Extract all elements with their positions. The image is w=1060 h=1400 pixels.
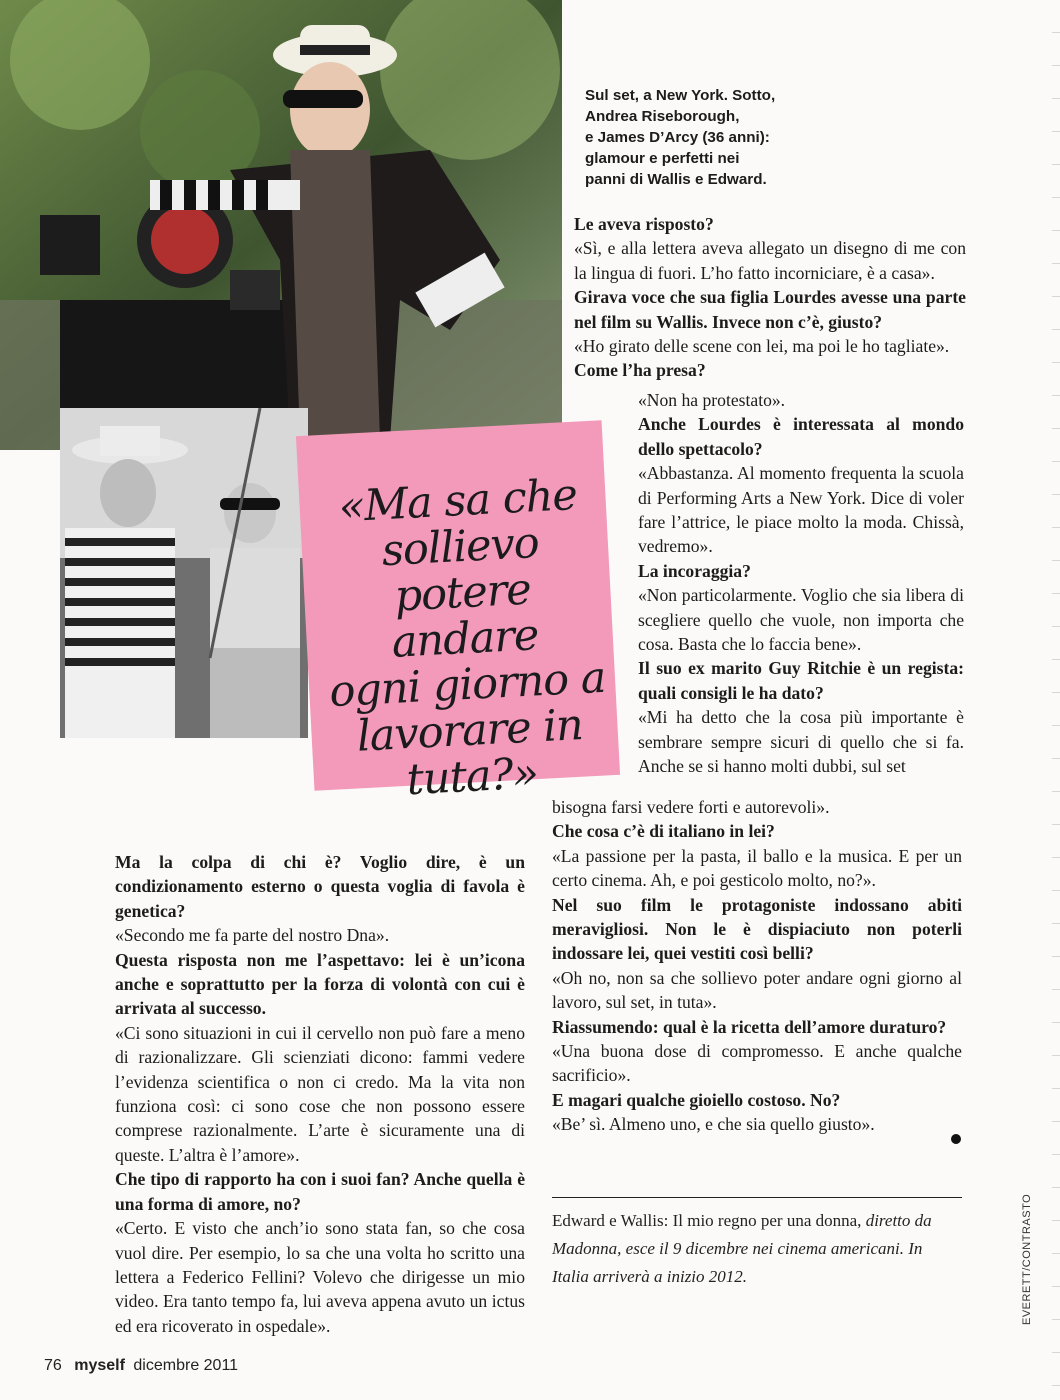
interview-answer: «Mi ha detto che la cosa più importante è sembrare sempre sicuri di quello che si fa. Anche se si hanno molti dubbi, sul set — [638, 707, 964, 777]
interview-question: Ma la colpa di chi è? Voglio dire, è un condizionamento esterno o questa voglia di favola è genetica? — [115, 852, 525, 921]
pull-quote-line: lavorare in — [355, 699, 584, 762]
photo-caption — [585, 85, 800, 190]
page-number: 76 — [44, 1357, 62, 1374]
film-note — [552, 1207, 952, 1291]
film-note-details: diretto da Madonna, esce il 9 dicembre nei cinema americani. In Italia arriverà a inizio 2012. — [552, 1211, 932, 1286]
pull-quote-line: potere andare — [390, 564, 540, 668]
bw-photo — [60, 408, 308, 738]
interview-question: Come l’ha presa? — [574, 360, 706, 381]
issue-date: dicembre 2011 — [133, 1357, 239, 1374]
interview-question: Questa risposta non me l’aspettavo: lei è un’icona anche e soprattutto per la forza di volontà con cui è arrivata al successo. — [115, 949, 525, 1019]
interview-answer: «Oh no, non sa che sollievo poter andare ogni giorno al lavoro, sul set, in tuta». — [552, 967, 962, 1013]
interview-answer: «Sì, e alla lettera aveva allegato un disegno di me con la lingua di fuori. L’ho fatto incorniciare, è a casa». — [574, 238, 966, 283]
edge-ticks — [1052, 0, 1060, 1400]
interview-answer: bisogna farsi vedere forti e autorevoli». — [552, 797, 830, 817]
interview-question: E magari qualche gioiello costoso. No? — [552, 1089, 841, 1110]
pull-quote-line: «Ma sa che — [337, 469, 579, 533]
interview-column-right-top — [574, 212, 966, 383]
page-footer — [44, 1357, 238, 1375]
interview-question: Girava voce che sua figlia Lourdes avesse una parte nel film su Wallis. Invece non c’è, giusto? — [574, 287, 966, 332]
interview-column-left — [115, 850, 525, 1338]
end-bullet — [951, 1134, 961, 1144]
caption-line: Andrea Riseborough, — [585, 108, 740, 125]
interview-answer: «Abbastanza. Al momento frequenta la scuola di Performing Arts a New York. Dice di voler fare l’attrice, le piace molto la moda. Chissà, vedremo». — [638, 463, 964, 557]
pull-quote — [312, 471, 618, 808]
interview-question: La incoraggia? — [638, 560, 751, 581]
interview-question: Che tipo di rapporto ha con i suoi fan? Anche quella è una forma di amore, no? — [115, 1169, 525, 1214]
interview-question: Le aveva risposto? — [574, 214, 714, 234]
interview-answer: «Non ha protestato». — [638, 390, 786, 410]
main-photo — [0, 0, 562, 450]
interview-column-right-middle — [638, 388, 964, 779]
interview-answer: «Be’ sì. Almeno uno, e che sia quello giusto». — [552, 1114, 875, 1135]
interview-answer: «Ho girato delle scene con lei, ma poi le ho tagliate». — [574, 336, 950, 357]
pull-quote-line: sollievo — [380, 518, 540, 577]
interview-question: Che cosa c’è di italiano in lei? — [552, 821, 775, 842]
divider-rule — [552, 1197, 962, 1198]
caption-line: Sul set, a New York. Sotto, — [585, 87, 776, 104]
interview-answer: «Una buona dose di compromesso. E anche qualche sacrificio». — [552, 1041, 962, 1086]
interview-answer: «Non particolarmente. Voglio che sia libera di scegliere quello che vuole, non importa che cosa. Basta che lo faccia bene». — [638, 585, 964, 655]
interview-answer: «Secondo me fa parte del nostro Dna». — [115, 925, 390, 946]
interview-question: Riassumendo: qual è la ricetta dell’amore duraturo? — [552, 1016, 947, 1037]
interview-column-right-bottom — [552, 795, 962, 1137]
interview-answer: «La passione per la pasta, il ballo e la musica. E per un certo cinema. Ah, e poi gesticolo molto, no?». — [552, 845, 962, 891]
interview-answer: «Certo. E visto che anch’io sono stata fan, so che cosa vuol dire. Per esempio, lo sa che una volta ho scritto una lettera a Federico Fellini? Volevo che dirigesse un mio video. Era tanto tempo fa, lui aveva appena avuto un ictus ed era ricoverato in ospedale». — [115, 1218, 525, 1336]
interview-question: Nel suo film le protagoniste indossano abiti meravigliosi. Non le è dispiaciuto non poterli indossare lei, quei vestiti così belli? — [552, 894, 962, 964]
pull-quote-line: ogni giorno a — [328, 652, 607, 718]
caption-line: glamour e perfetti nei — [585, 150, 740, 167]
interview-answer: «Ci sono situazioni in cui il cervello non può fare a meno di razionalizzare. Gli scienziati dicono: fammi vedere l’evidenza scientifica o non ci credo. Ma la vita non funziona così: ci sono cose che non possono essere comprese razionalmente. L’arte è sicuramente una di queste. L’altra è l’amore». — [115, 1022, 525, 1165]
film-note-title: Edward e Wallis: Il mio regno per una donna, — [552, 1211, 862, 1230]
interview-question: Anche Lourdes è interessata al mondo dello spettacolo? — [638, 414, 964, 459]
caption-line: panni di Wallis e Edward. — [585, 171, 767, 188]
magazine-brand: myself — [74, 1357, 125, 1374]
interview-question: Il suo ex marito Guy Ritchie è un regista: quali consigli le ha dato? — [638, 658, 964, 703]
caption-line: e James D’Arcy (36 anni): — [585, 129, 770, 146]
pull-quote-line: tuta?» — [405, 748, 540, 806]
photo-credit: EVERETT/CONTRASTO — [1021, 1193, 1033, 1325]
